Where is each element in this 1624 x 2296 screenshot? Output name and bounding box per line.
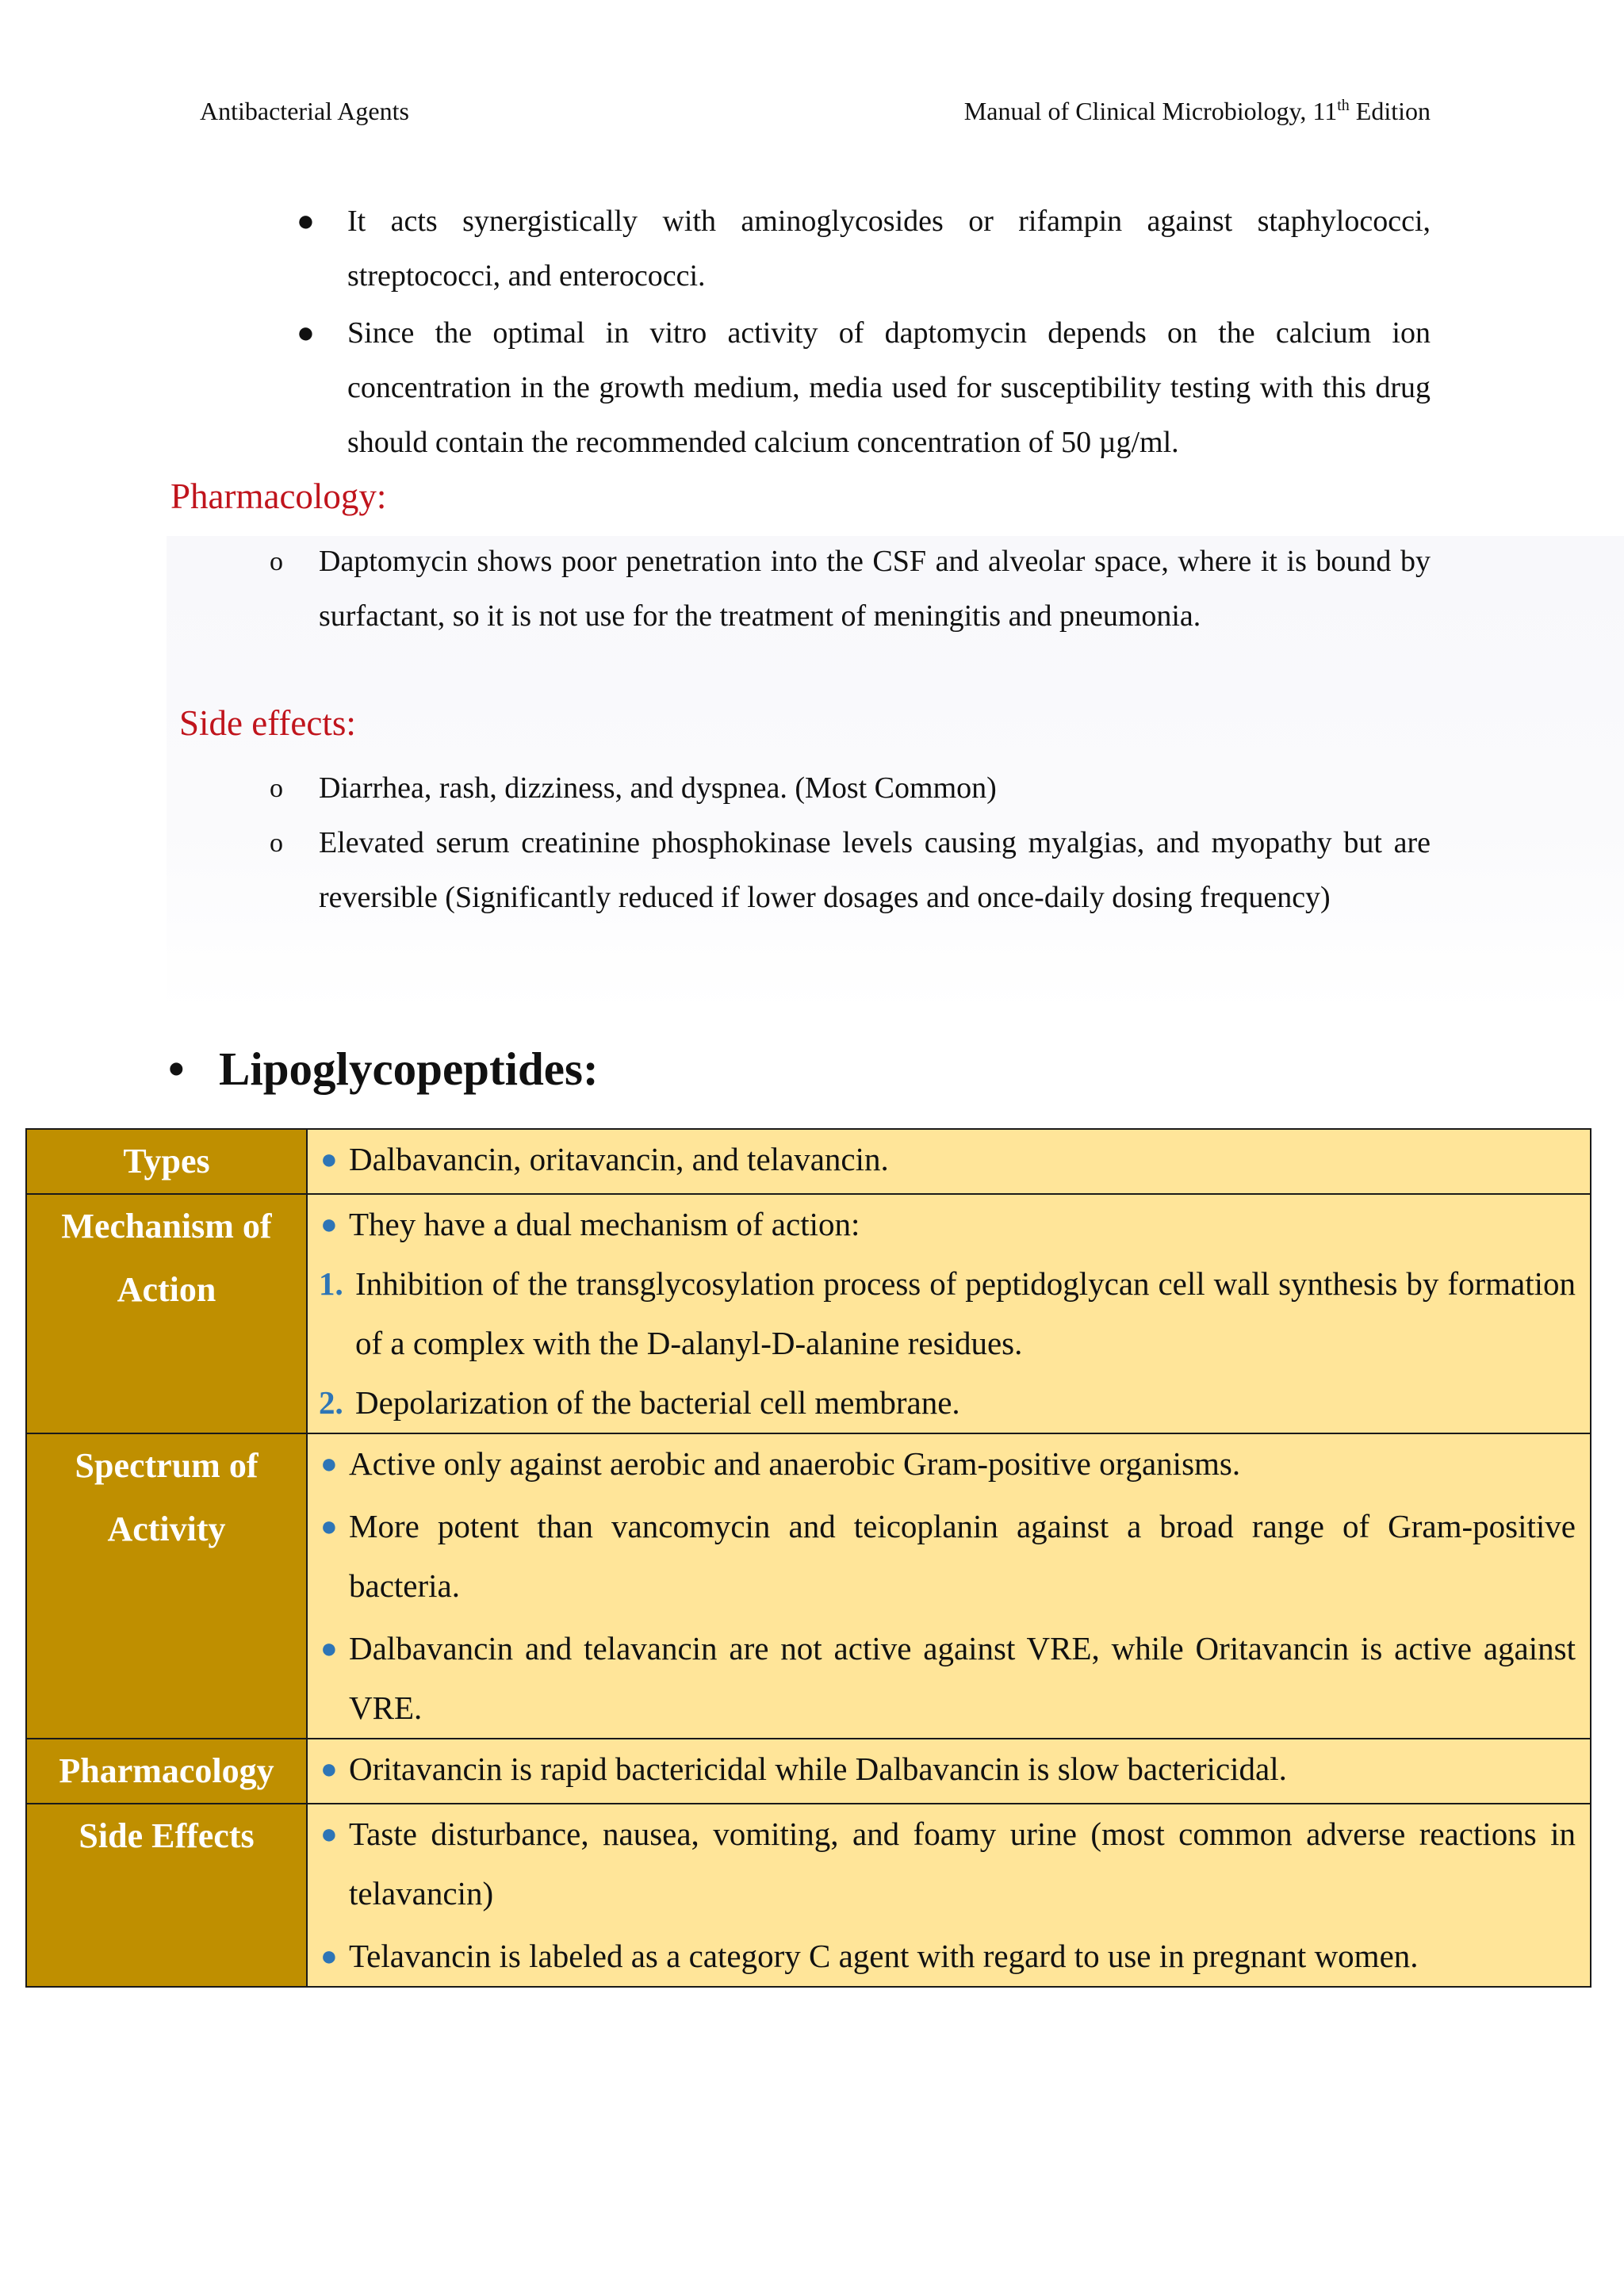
bullet-icon: • [168,1043,185,1095]
header-left-title: Antibacterial Agents [200,97,409,125]
side-effect-text: Diarrhea, rash, dizziness, and dyspnea. (Most Common) [319,771,997,805]
header-right-title [964,97,1431,126]
row-header-pharmacology: Pharmacology [26,1739,307,1804]
mechanism-intro-text: They have a dual mechanism of action: [349,1206,860,1242]
side-effects-heading: Side effects: [179,703,356,743]
step-number: 2. [319,1384,343,1421]
row-header-line: Mechanism of [61,1207,272,1246]
step-number: 1. [319,1265,343,1302]
pharmacology-item-text: Daptomycin shows poor penetration into the CSF and alveolar space, where it is bound by surfactant, so it is not use for the treatment of meningitis and pneumonia. [319,545,1431,633]
list-item [270,761,1431,816]
bullet-icon: ● [297,205,315,238]
bullet-icon: ● [297,316,315,350]
pharmacology-cell [307,1739,1591,1804]
pharmacology-text: Oritavancin is rapid bactericidal while Dalbavancin is slow bactericidal. [349,1751,1287,1787]
list-item [292,306,1431,470]
row-header-mechanism [26,1194,307,1433]
spectrum-cell [307,1433,1591,1739]
table-row [26,1804,1591,1987]
row-header-spectrum [26,1433,307,1739]
side-effects-list [270,761,1431,925]
types-text: Dalbavancin, oritavancin, and telavancin. [349,1141,889,1177]
section-title-text: Lipoglycopeptides: [219,1043,599,1095]
header-edition-sup: th [1337,97,1350,114]
list-item [270,534,1431,644]
section-title [168,1042,599,1096]
bullet-icon: ● [320,1818,338,1850]
pharmacology-heading: Pharmacology: [170,476,387,516]
table-row [26,1129,1591,1194]
row-header-side-effects: Side Effects [26,1804,307,1987]
bullet-icon: ● [320,1143,338,1175]
bullet-icon: ● [320,1940,338,1972]
circle-bullet-icon: o [270,828,283,858]
bullet-icon: ● [320,1448,338,1479]
bullet-icon: ● [320,1208,338,1240]
bullet-icon: ● [320,1753,338,1785]
circle-bullet-icon: o [270,774,283,803]
header-edition-label: Edition [1349,97,1431,125]
page-header [200,97,1431,128]
lipoglycopeptides-table [25,1128,1591,1988]
spectrum-text: More potent than vancomycin and teicoplanin against a broad range of Gram-positive bacteria. [349,1508,1576,1604]
mechanism-cell [307,1194,1591,1433]
row-header-line: Activity [107,1510,226,1548]
spectrum-text: Dalbavancin and telavancin are not active against VRE, while Oritavancin is active against VRE. [349,1630,1576,1726]
list-item [292,194,1431,304]
side-effect-text: Elevated serum creatinine phosphokinase levels causing myalgias, and myopathy but are reversible (Significantly reduced if lower dosages and once-daily dosing frequency) [319,826,1431,914]
types-cell [307,1129,1591,1194]
header-book-title: Manual of Clinical Microbiology, 11 [963,97,1338,125]
bullet-icon: ● [320,1510,338,1542]
spectrum-text: Active only against aerobic and anaerobic Gram-positive organisms. [349,1445,1241,1482]
side-effect-text: Telavancin is labeled as a category C agent with regard to use in pregnant women. [349,1938,1419,1974]
top-bullet-list [292,194,1431,473]
circle-bullet-icon: o [270,547,283,576]
list-item [270,816,1431,925]
pharmacology-list [270,534,1431,644]
bullet-icon: ● [320,1632,338,1664]
side-effect-text: Taste disturbance, nausea, vomiting, and foamy urine (most common adverse reactions in telavancin) [349,1816,1576,1911]
side-effects-cell [307,1804,1591,1987]
table-row [26,1194,1591,1433]
row-header-line: Spectrum of [75,1446,259,1485]
row-header-types: Types [26,1129,307,1194]
step-text: Depolarization of the bacterial cell membrane. [355,1384,960,1421]
table-row [26,1433,1591,1739]
bullet-text: Since the optimal in vitro activity of daptomycin depends on the calcium ion concentration in the growth medium, media used for susceptibility testing with this drug should contain the recommended calcium concentration of 50 µg/ml. [347,316,1431,459]
bullet-text: It acts synergistically with aminoglycosides or rifampin against staphylococci, streptococci, and enterococci. [347,205,1431,293]
step-text: Inhibition of the transglycosylation process of peptidoglycan cell wall synthesis by formation of a complex with the D-alanyl-D-alanine residues. [355,1265,1576,1361]
table-row [26,1739,1591,1804]
row-header-line: Action [117,1270,216,1309]
